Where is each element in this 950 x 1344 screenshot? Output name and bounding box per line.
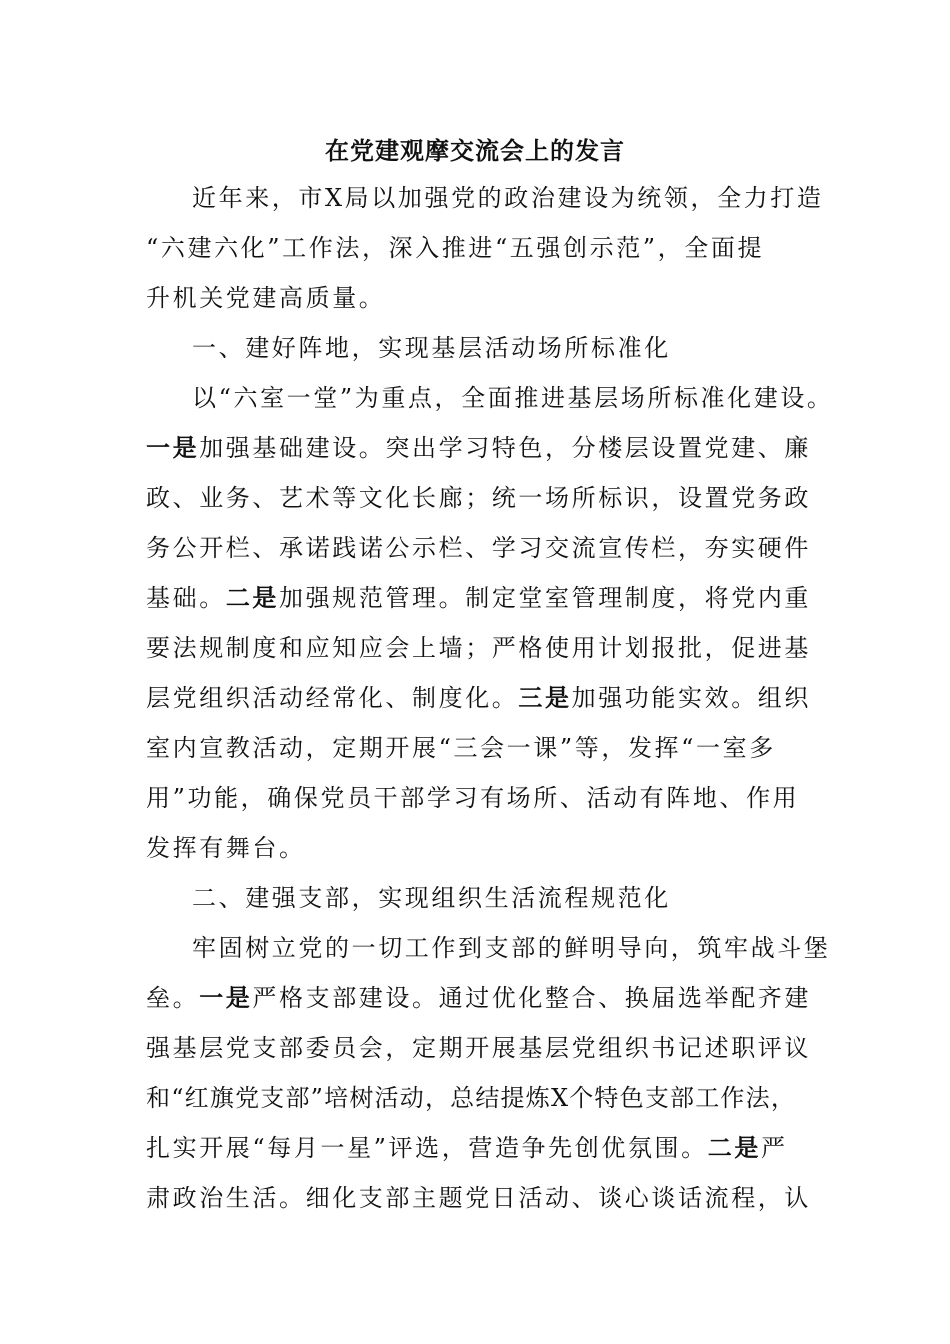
- text-run: 务公开栏、承诺践诺公示栏、学习交流宣传栏，夯实硬件: [146, 534, 811, 562]
- text-run: 发挥有舞台。: [146, 834, 306, 862]
- text-run: 近年来，市X局以加强党的政治建设为统领，全力打造: [192, 184, 824, 212]
- paragraph-line: [146, 1080, 796, 1116]
- text-run: 要法规制度和应知应会上墙；严格使用计划报批，促进基: [146, 634, 811, 662]
- text-run: 加强功能实效。组织: [571, 684, 812, 712]
- bold-run: 三是: [518, 683, 572, 712]
- paragraph-line: [146, 1130, 788, 1166]
- text-run: 严格支部建设。通过优化整合、换届选举配齐建: [252, 984, 812, 1012]
- text-run: 强基层党支部委员会，定期开展基层党组织书记述职评议: [146, 1034, 811, 1062]
- section-heading: [192, 330, 671, 366]
- paragraph-line: [192, 180, 823, 216]
- text-run: 用”功能，确保党员干部学习有场所、活动有阵地、作用: [146, 784, 800, 812]
- text-run: 政、业务、艺术等文化长廊；统一场所标识，设置党务政: [146, 484, 811, 512]
- paragraph-line: [192, 380, 834, 416]
- text-run: 牢固树立党的一切工作到支部的鲜明导向，筑牢战斗堡: [192, 934, 831, 962]
- paragraph-line: [146, 580, 811, 616]
- text-run: 升机关党建高质量。: [146, 284, 386, 312]
- text-run: 肃政治生活。细化支部主题党日活动、谈心谈话流程，认: [146, 1184, 811, 1212]
- bold-run: 一是: [199, 983, 253, 1012]
- paragraph-line: [146, 480, 811, 516]
- text-run: “六建六化”工作法，深入推进“五强创示范”，全面提: [146, 234, 765, 262]
- paragraph-line: [146, 780, 799, 816]
- document-title: 在党建观摩交流会上的发言: [325, 136, 625, 165]
- text-run: 和“红旗党支部”培树活动，总结提炼X个特色支部工作法，: [146, 1084, 797, 1112]
- paragraph-line: [146, 830, 306, 866]
- text-run: 室内宣教活动，定期开展“三会一课”等，发挥“一室多: [146, 734, 776, 762]
- text-run: 加强规范管理。制定堂室管理制度，将党内重: [279, 584, 812, 612]
- paragraph-line: [146, 230, 764, 266]
- text-run: 加强基础建设。突出学习特色，分楼层设置党建、廉: [199, 434, 812, 462]
- text-run: 层党组织活动经常化、制度化。: [146, 684, 519, 712]
- text-run: 一、建好阵地，实现基层活动场所标准化: [192, 334, 671, 362]
- bold-run: 二是: [225, 583, 280, 612]
- paragraph-line: [146, 680, 811, 716]
- paragraph-line: [146, 980, 811, 1016]
- paragraph-line: [146, 1180, 811, 1216]
- paragraph-line: [146, 430, 811, 466]
- paragraph-line: [146, 280, 385, 316]
- paragraph-line: [146, 530, 811, 566]
- text-run: 垒。: [146, 984, 200, 1012]
- paragraph-line: [146, 630, 811, 666]
- text-run: 严: [760, 1134, 788, 1162]
- paragraph-line: [146, 1030, 811, 1066]
- paragraph-line: [146, 730, 776, 766]
- section-heading: [192, 880, 671, 916]
- bold-run: 一是: [146, 433, 200, 462]
- bold-run: 二是: [707, 1133, 761, 1162]
- text-run: 扎实开展“每月一星”评选，营造争先创优氛围。: [146, 1134, 708, 1162]
- text-run: 基础。: [146, 584, 226, 612]
- paragraph-line: [192, 930, 830, 966]
- text-run: 以“六室一堂”为重点，全面推进基层场所标准化建设。: [192, 384, 834, 412]
- text-run: 二、建强支部，实现组织生活流程规范化: [192, 884, 671, 912]
